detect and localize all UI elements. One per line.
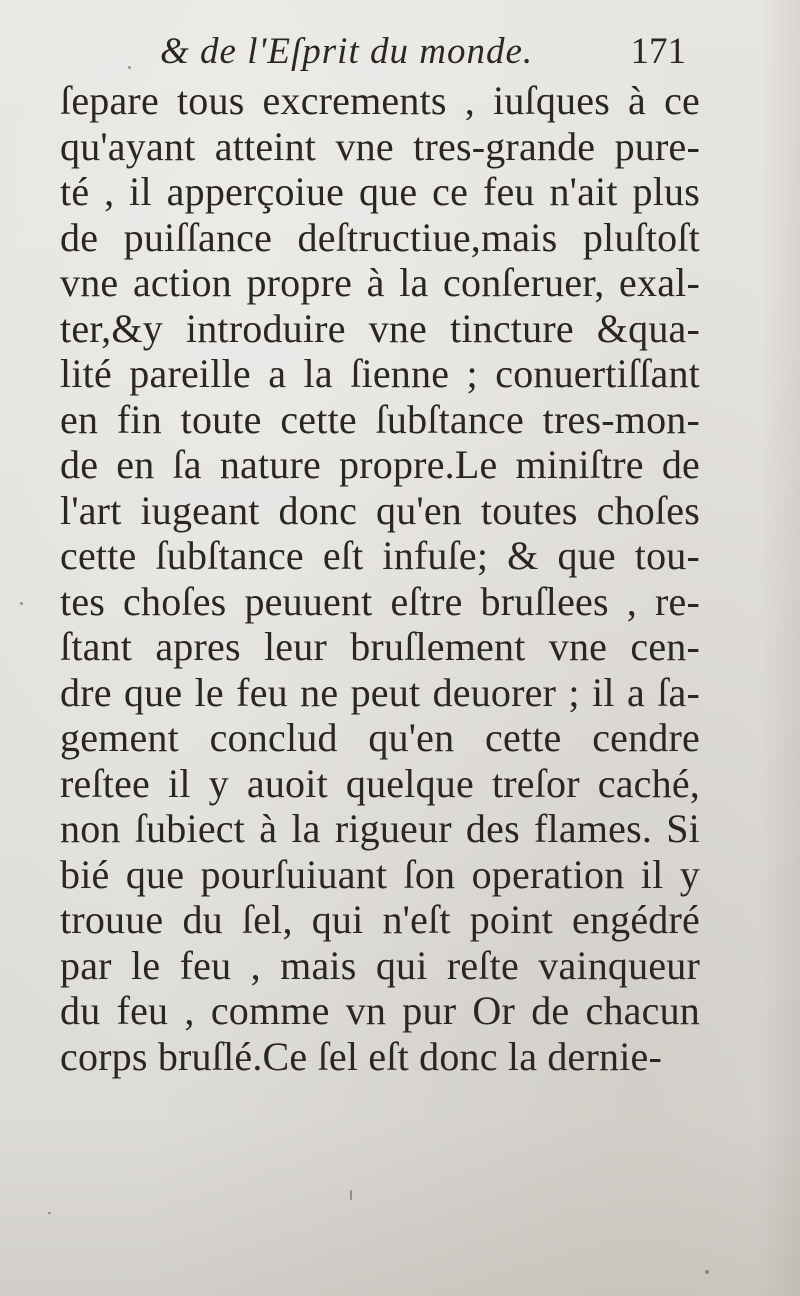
text-line: cette ſubſtance eſt infuſe; & que tou- (60, 533, 700, 578)
text-line: qu'ayant atteint vne tres-grande pure- (60, 123, 700, 169)
running-head-title: & de l'Eſprit du monde. (160, 31, 534, 72)
text-line: de puiſſance deſtructiue,mais pluſtoſt (60, 214, 700, 260)
text-line: trouue du ſel, qui n'eſt point engédré (60, 897, 700, 942)
text-line: non ſubiect à la rigueur des flames. Si (60, 806, 700, 851)
text-line: en fin toute cette ſubſtance tres-mon- (60, 396, 700, 442)
text-line: tes choſes peuuent eſtre bruſlees , re- (60, 578, 700, 624)
text-line: du feu , comme vn pur Or de chacun (60, 988, 700, 1033)
text-line: té , il apperçoiue que ce feu n'ait plus (60, 169, 700, 214)
text-line: l'art iugeant donc qu'en toutes choſes (60, 487, 700, 533)
paper-speck (128, 66, 131, 69)
page-number: 171 (630, 31, 686, 72)
text-line: par le feu , mais qui reſte vainqueur (60, 942, 700, 988)
text-line: de en ſa nature propre.Le miniſtre de (60, 442, 700, 487)
text-line: reſtee il y auoit quelque treſor caché, (60, 760, 700, 806)
page-fold-shadow (760, 0, 800, 1296)
page-bottom-shadow (0, 1116, 800, 1296)
body-text (60, 78, 700, 1079)
text-line: corps bruſlé.Ce ſel eſt donc la dernie- (60, 1033, 663, 1079)
text-line: ter,&y introduire vne tincture &qua- (60, 305, 700, 351)
text-line: vne action propre à la conſeruer, exal- (60, 260, 700, 305)
paper-speck (20, 602, 23, 605)
text-line: bié que pourſuiuant ſon operation il y (60, 851, 700, 897)
paper-speck (48, 1212, 51, 1214)
running-head (160, 30, 700, 80)
paper-speck (350, 1190, 352, 1200)
text-line: dre que le feu ne peut deuorer ; il a ſa- (60, 669, 700, 715)
paper-speck (705, 1270, 709, 1274)
text-line: ſtant apres leur bruſlement vne cen- (60, 624, 700, 669)
text-line: ſepare tous excrements , iuſques à ce (60, 78, 700, 123)
text-line: gement conclud qu'en cette cendre (60, 715, 700, 760)
text-line: lité pareille a la ſienne ; conuertiſſant (60, 351, 700, 396)
